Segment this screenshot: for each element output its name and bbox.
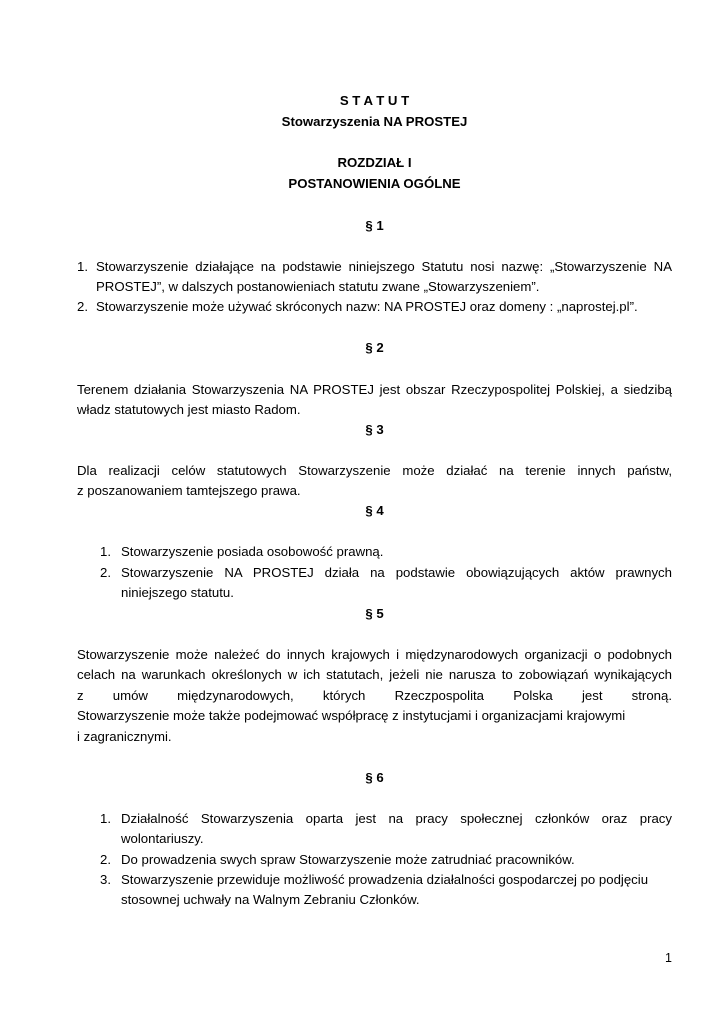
- list-number: 3.: [100, 872, 111, 887]
- list-number: 1.: [100, 811, 111, 826]
- section-4-heading: § 4: [365, 503, 384, 518]
- list-item-text: Stowarzyszenie działające na podstawie niniejszego Statutu nosi nazwę: „Stowarzyszenie NA: [96, 259, 672, 274]
- list-item-text: Do prowadzenia swych spraw Stowarzyszenie może zatrudniać pracowników.: [121, 852, 575, 867]
- paragraph-line: z poszanowaniem tamtejszego prawa.: [77, 483, 301, 498]
- list-item-text: PROSTEJ”, w dalszych postanowieniach statutu zwane „Stowarzyszeniem”.: [96, 279, 540, 294]
- chapter-title: POSTANOWIENIA OGÓLNE: [288, 176, 461, 191]
- list-item-text: Stowarzyszenie posiada osobowość prawną.: [121, 544, 384, 559]
- section-1-heading: § 1: [365, 218, 384, 233]
- page-number: 1: [665, 951, 672, 965]
- paragraph-line: Stowarzyszenie może także podejmować współpracę z instytucjami i organizacjami krajowymi: [77, 708, 626, 723]
- list-number: 2.: [77, 299, 88, 314]
- paragraph-line: z umów międzynarodowych, których Rzeczpospolita Polska jest stroną.: [77, 688, 672, 703]
- list-item-text: Stowarzyszenie może używać skróconych nazw: NA PROSTEJ oraz domeny : „naprostej.pl”.: [96, 299, 638, 314]
- paragraph-line: władz statutowych jest miasto Radom.: [77, 402, 301, 417]
- paragraph-line: Dla realizacji celów statutowych Stowarzyszenie może działać na terenie innych państw,: [77, 463, 672, 478]
- list-item-text: niniejszego statutu.: [121, 585, 234, 600]
- paragraph-line: i zagranicznymi.: [77, 729, 172, 744]
- list-item-text: Stowarzyszenie przewiduje możliwość prowadzenia działalności gospodarczej po podjęciu: [121, 872, 649, 887]
- section-5-heading: § 5: [365, 606, 384, 621]
- paragraph-line: Terenem działania Stowarzyszenia NA PROSTEJ jest obszar Rzeczypospolitej Polskiej, a siedzibą: [77, 382, 672, 397]
- list-item-text: Działalność Stowarzyszenia oparta jest na pracy społecznej członków oraz pracy: [121, 811, 672, 826]
- list-item-text: stosownej uchwały na Walnym Zebraniu Członków.: [121, 892, 420, 907]
- list-number: 1.: [77, 259, 88, 274]
- list-item-text: Stowarzyszenie NA PROSTEJ działa na podstawie obowiązujących aktów prawnych: [121, 565, 672, 580]
- section-3-heading: § 3: [365, 422, 384, 437]
- list-number: 1.: [100, 544, 111, 559]
- section-2-heading: § 2: [365, 340, 384, 355]
- document-title: S T A T U T: [339, 93, 410, 108]
- list-number: 2.: [100, 565, 111, 580]
- paragraph-line: celach na warunkach określonych w ich statutach, jeżeli nie narusza to zobowiązań wynikających: [77, 667, 672, 682]
- document-page: [77, 0, 672, 1024]
- section-6-heading: § 6: [365, 770, 384, 785]
- document-subtitle: Stowarzyszenia NA PROSTEJ: [281, 114, 468, 129]
- list-number: 2.: [100, 852, 111, 867]
- paragraph-line: Stowarzyszenie może należeć do innych krajowych i międzynarodowych organizacji o podobnych: [77, 647, 672, 662]
- chapter-label: ROZDZIAŁ I: [337, 155, 412, 170]
- list-item-text: wolontariuszy.: [121, 831, 204, 846]
